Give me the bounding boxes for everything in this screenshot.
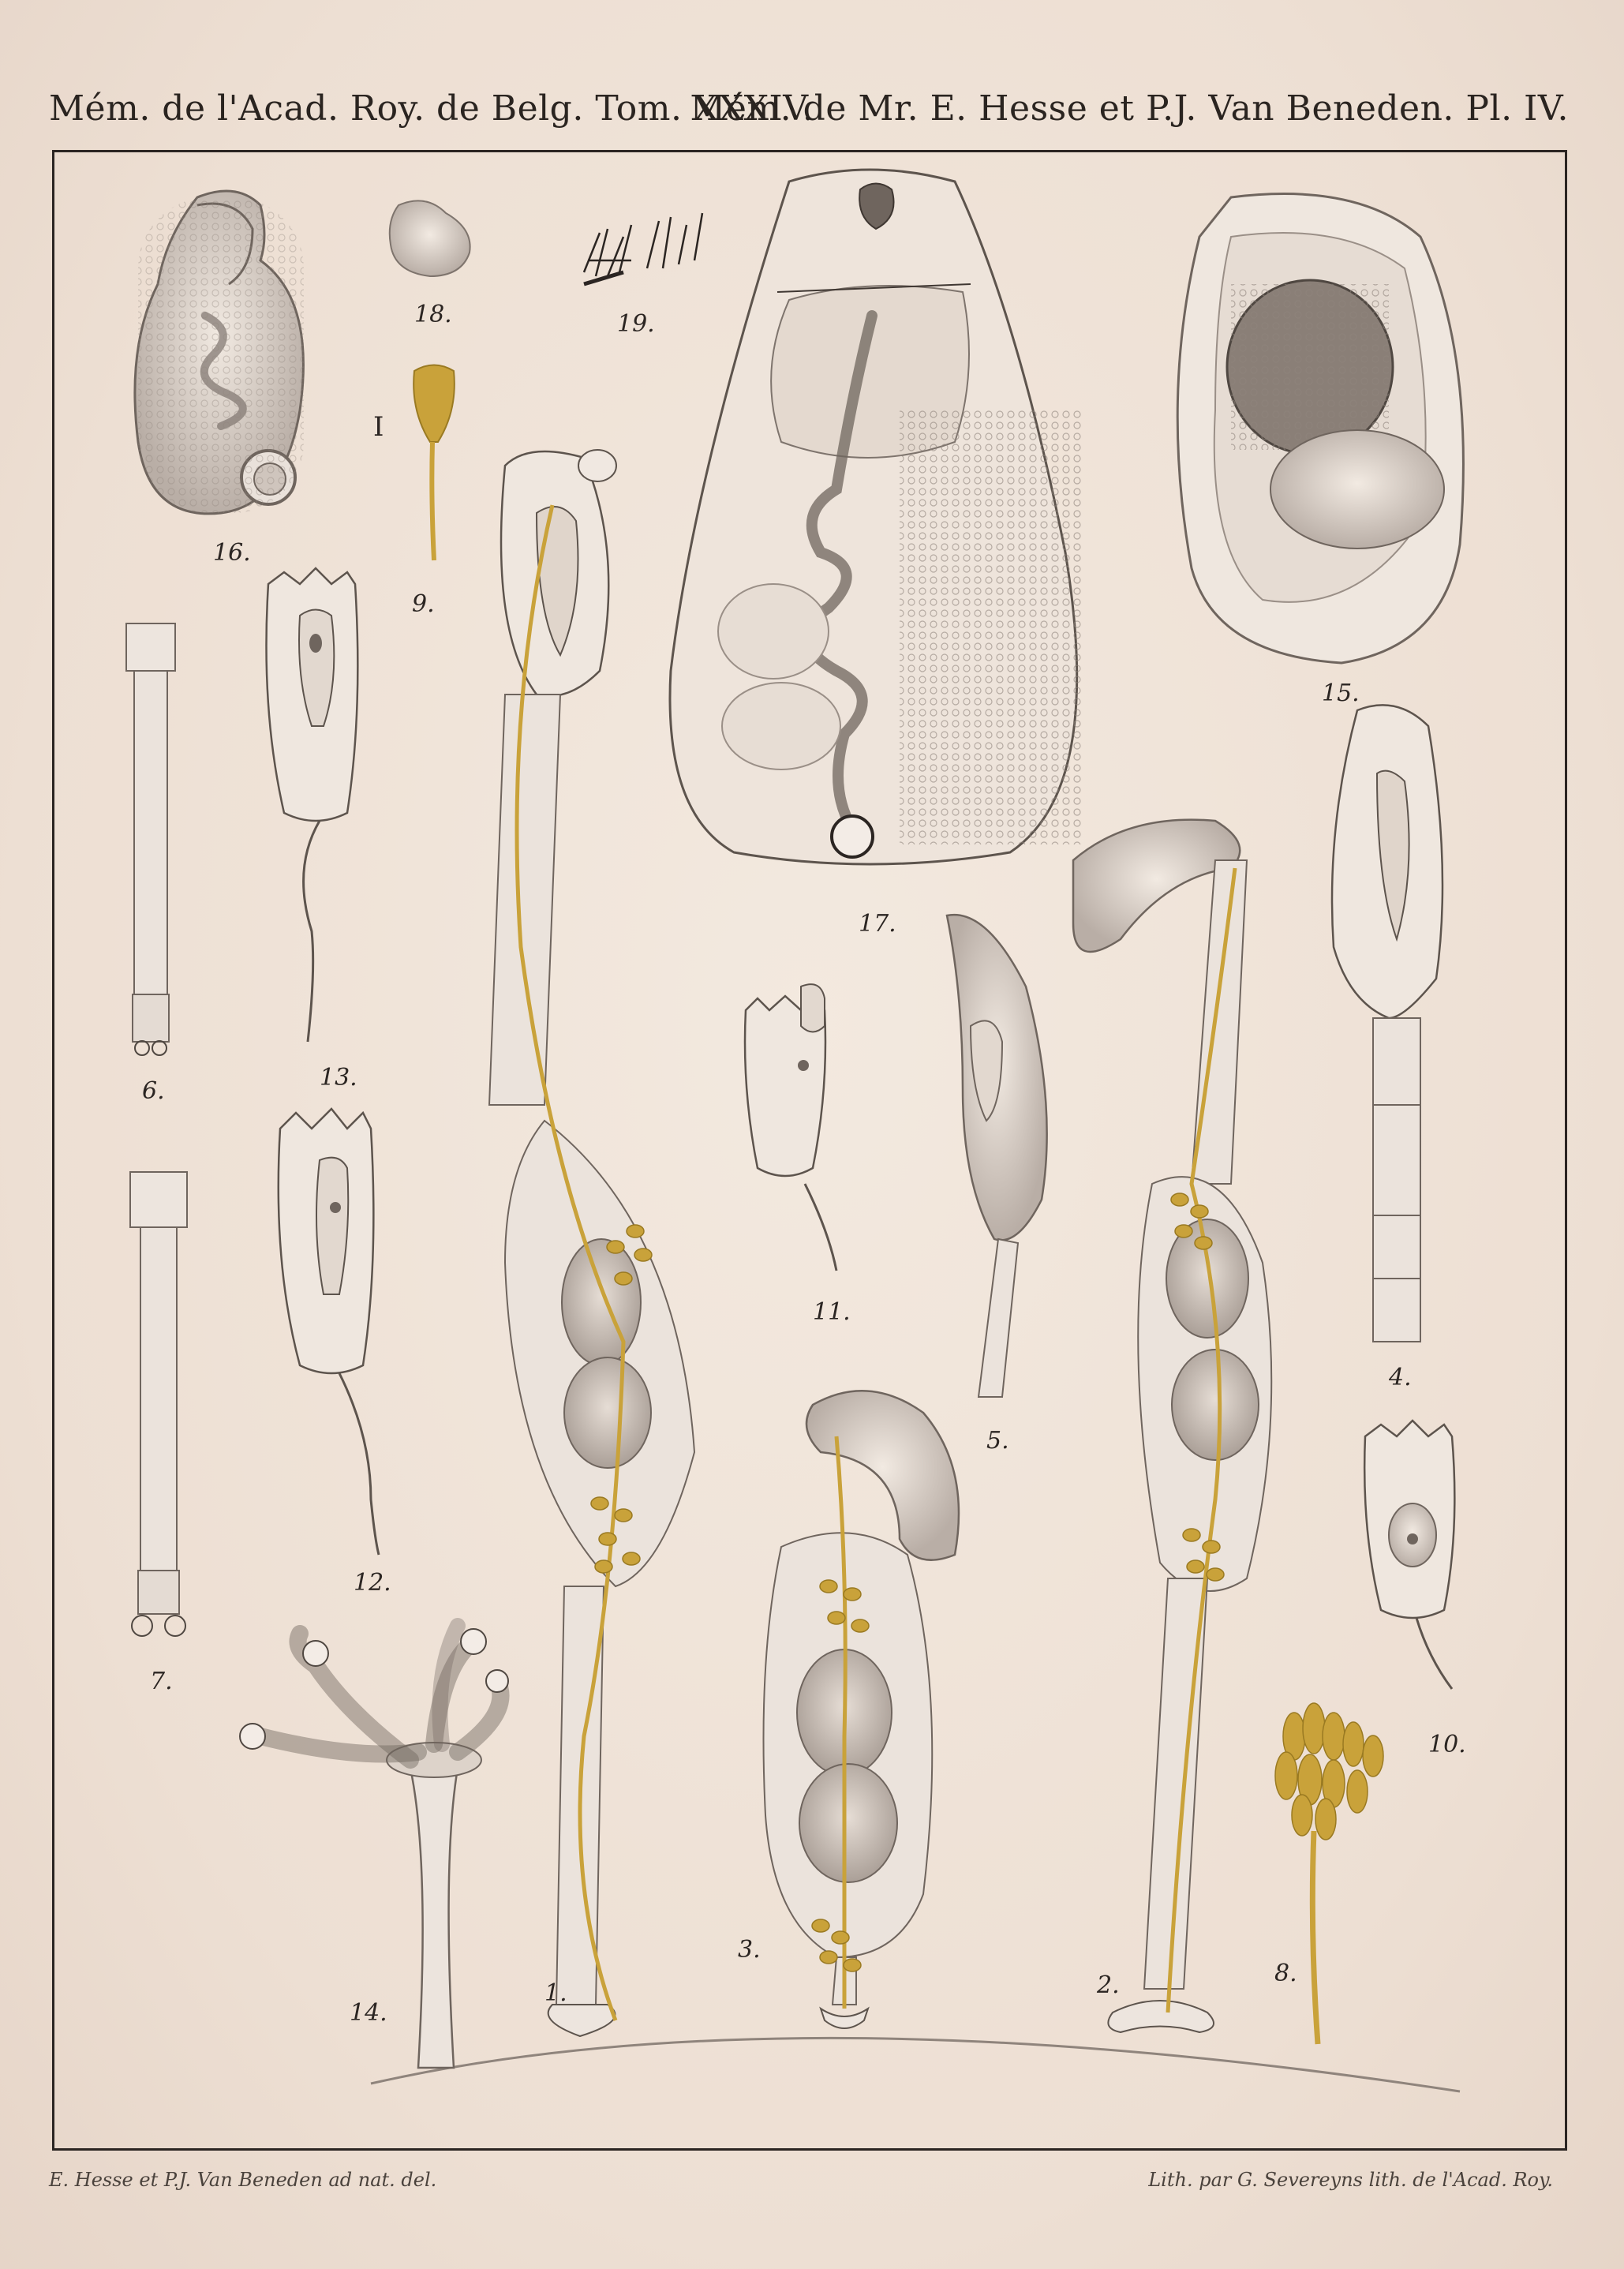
header-right-title: Mém. de Mr. E. Hesse et P.J. Van Beneden. Pl. IV. (690, 88, 1569, 129)
figure-2-drawing (1073, 820, 1271, 2032)
figure-12-drawing (279, 1109, 379, 1555)
figure-label-3: 3. (738, 1936, 761, 1964)
figure-6-drawing (126, 623, 175, 1055)
figure-11-drawing (745, 984, 836, 1271)
substrate-outline (371, 2038, 1460, 2091)
figure-4-drawing (1332, 705, 1443, 1342)
figure-label-1: 1. (544, 1979, 567, 2007)
figure-8-drawing (1275, 1703, 1383, 2044)
figure-label-8: 8. (1274, 1960, 1297, 1987)
figure-label-2: 2. (1097, 1971, 1120, 1999)
figure-5-drawing (947, 915, 1047, 1397)
figure-label-10: 10. (1428, 1731, 1466, 1758)
figure-18-drawing (390, 200, 470, 276)
figure-label-15: 15. (1322, 680, 1360, 707)
figure-label-12: 12. (354, 1569, 391, 1597)
header-left-title: Mém. de l'Acad. Roy. de Belg. Tom. XXXIV. (49, 88, 814, 129)
figure-3-drawing (764, 1391, 960, 2028)
footer-lithographer-credit: Lith. par G. Severeyns lith. de l'Acad. Roy. (1148, 2169, 1553, 2191)
figure-label-19: 19. (617, 310, 655, 338)
figure-15-drawing (1177, 194, 1463, 663)
figure-label-17: 17. (859, 910, 896, 938)
figure-label-6: 6. (142, 1077, 165, 1105)
figure-7-drawing (130, 1172, 187, 1636)
figure-label-4: 4. (1389, 1364, 1412, 1391)
figure-1-drawing (489, 450, 694, 2036)
figure-label-14: 14. (350, 1999, 387, 2027)
figure-17-drawing (670, 170, 1081, 864)
figure-label-18: 18. (414, 301, 452, 328)
figure-label-13: 13. (320, 1064, 357, 1091)
figure-label-5: 5. (986, 1427, 1009, 1455)
figure-9-drawing (413, 365, 455, 561)
figure-label-9: 9. (412, 590, 435, 618)
figure-19-drawing (584, 213, 702, 284)
figure-label-11: 11. (813, 1298, 851, 1326)
figure-label-9-marker: I (373, 411, 384, 443)
footer-artist-credit: E. Hesse et P.J. Van Beneden ad nat. del. (49, 2169, 437, 2191)
figure-16-drawing (135, 191, 304, 514)
figure-label-16: 16. (213, 539, 251, 567)
figure-13-drawing (267, 568, 358, 1042)
figure-label-7: 7. (150, 1668, 173, 1695)
figure-10-drawing (1364, 1421, 1454, 1689)
